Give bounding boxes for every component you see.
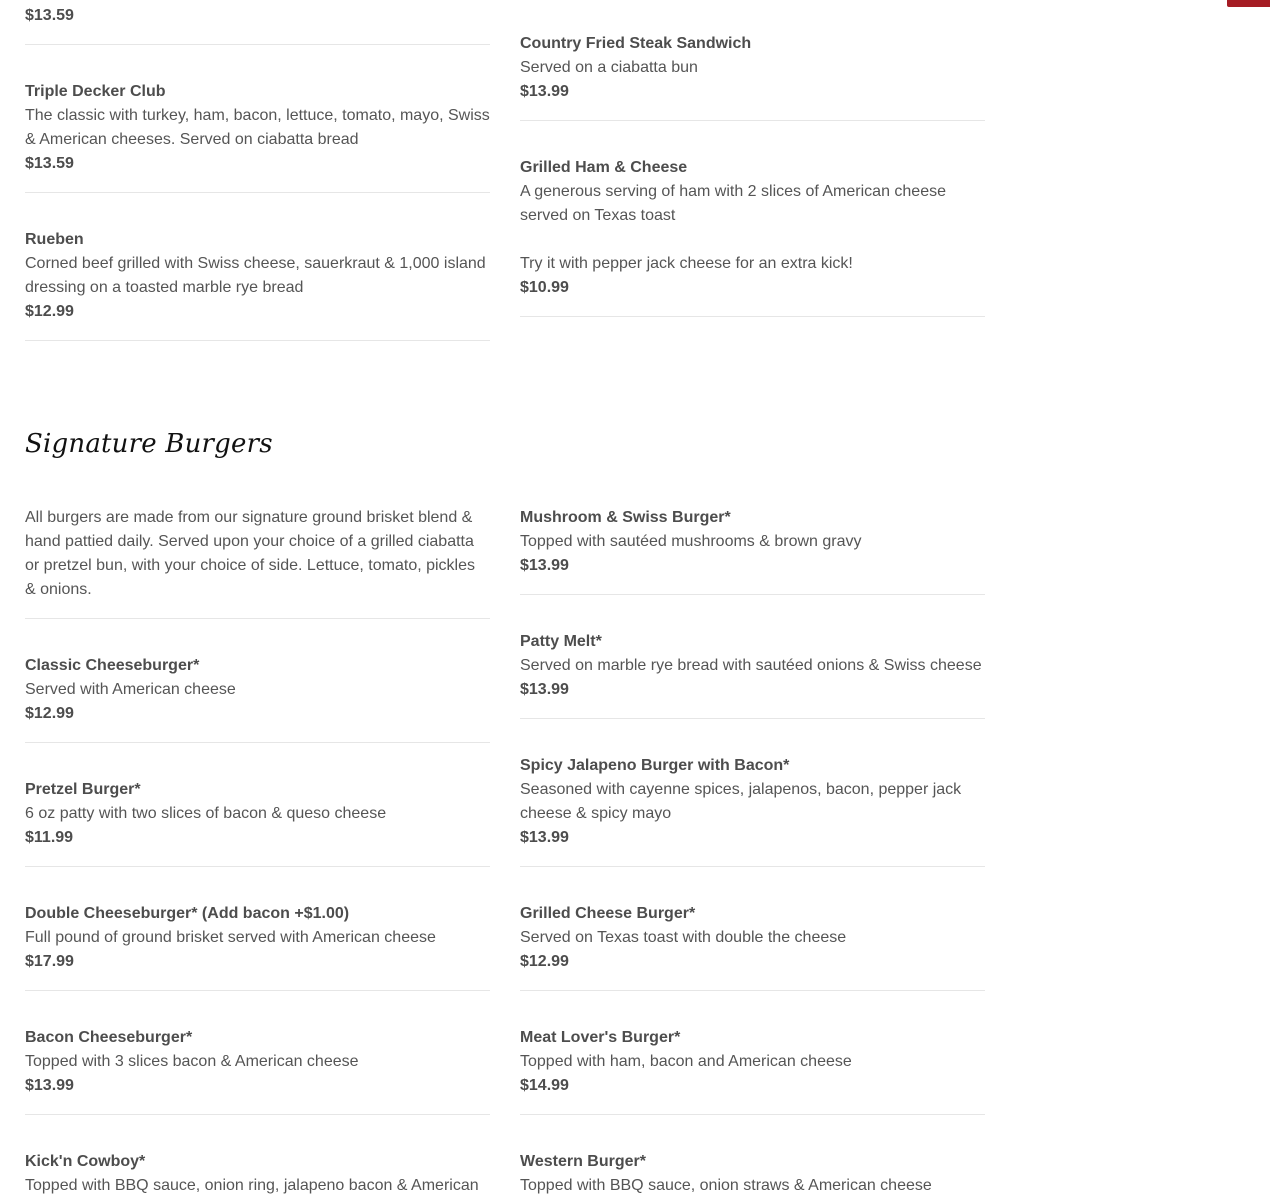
item-description: Served with American cheese	[25, 681, 236, 698]
burgers-intro: All burgers are made from our signature ground brisket blend & hand pattied daily. Served upon your choice of a grilled ciabatta or pretzel bun, with your choice of side. Lettuce, tomato, pickles & onions.	[25, 509, 476, 598]
item-divider	[520, 990, 985, 991]
item-name: Grilled Cheese Burger*	[520, 905, 696, 922]
item-description: Topped with ham, bacon and American cheese	[520, 1053, 852, 1070]
item-divider	[520, 120, 985, 121]
item-description: 6 oz patty with two slices of bacon & queso cheese	[25, 805, 387, 822]
item-price: $13.99	[520, 829, 569, 846]
item-description: Full pound of ground brisket served with American cheese	[25, 929, 436, 946]
item-description: The classic with turkey, ham, bacon, lettuce, tomato, mayo, Swiss & American cheeses. Served on ciabatta bread	[25, 107, 490, 148]
item-name: Grilled Ham & Cheese	[520, 159, 688, 176]
menu-item	[520, 630, 985, 702]
item-description: Served on a ciabatta bun	[520, 59, 698, 76]
item-name: Spicy Jalapeno Burger with Bacon*	[520, 757, 790, 774]
item-description: Seasoned with cayenne spices, jalapenos, bacon, pepper jack cheese & spicy mayo	[520, 781, 962, 822]
item-description: Topped with BBQ sauce, onion straws & American cheese	[520, 1177, 932, 1194]
item-name: Patty Melt*	[520, 633, 602, 650]
menu-item	[25, 80, 490, 176]
item-name: Mushroom & Swiss Burger*	[520, 509, 731, 526]
menu-item	[520, 32, 985, 104]
item-price: $13.99	[25, 1077, 74, 1094]
menu-item	[520, 902, 985, 974]
item-divider	[25, 618, 490, 619]
menu-item	[25, 902, 490, 974]
item-price: $12.99	[520, 953, 569, 970]
item-name: Double Cheeseburger* (Add bacon +$1.00)	[25, 905, 350, 922]
menu-item	[25, 1026, 490, 1098]
item-description: Topped with BBQ sauce, onion ring, jalapeno bacon & American	[25, 1177, 479, 1194]
menu-item	[520, 156, 985, 300]
item-divider	[25, 340, 490, 341]
menu-item	[25, 778, 490, 850]
item-name: Meat Lover's Burger*	[520, 1029, 681, 1046]
item-divider	[25, 1114, 490, 1115]
item-price: $13.99	[520, 557, 569, 574]
menu-item	[520, 1026, 985, 1098]
menu-item	[25, 4, 490, 28]
corner-tab[interactable]	[1227, 0, 1270, 7]
item-description: Served on Texas toast with double the cheese	[520, 929, 847, 946]
item-divider	[520, 316, 985, 317]
item-divider	[520, 594, 985, 595]
item-description: Served on marble rye bread with sautéed onions & Swiss cheese	[520, 657, 982, 674]
menu-item	[25, 1150, 490, 1198]
item-name: Western Burger*	[520, 1153, 646, 1170]
menu-item	[25, 654, 490, 726]
item-price: $12.99	[25, 705, 74, 722]
item-price: $13.59	[25, 155, 74, 172]
menu-item	[520, 1150, 985, 1198]
item-name: Classic Cheeseburger*	[25, 657, 200, 674]
item-price: $14.99	[520, 1077, 569, 1094]
item-divider	[520, 866, 985, 867]
item-divider	[25, 866, 490, 867]
section-title-signature-burgers: Signature Burgers	[25, 429, 273, 459]
item-name: Kick'n Cowboy*	[25, 1153, 146, 1170]
item-price: $10.99	[520, 279, 569, 296]
item-price: $11.99	[25, 829, 74, 846]
item-name: Bacon Cheeseburger*	[25, 1029, 193, 1046]
item-price: $12.99	[25, 303, 74, 320]
item-description: Corned beef grilled with Swiss cheese, sauerkraut & 1,000 island dressing on a toasted marble rye bread	[25, 255, 486, 296]
item-divider	[25, 742, 490, 743]
menu-item	[520, 754, 985, 850]
item-description: Topped with sautéed mushrooms & brown gravy	[520, 533, 862, 550]
item-divider	[520, 1114, 985, 1115]
item-divider	[25, 44, 490, 45]
item-divider	[25, 990, 490, 991]
menu-item	[25, 228, 490, 324]
item-price: $13.99	[520, 681, 569, 698]
item-divider	[520, 718, 985, 719]
item-price: $13.59	[25, 7, 74, 24]
menu-item	[520, 506, 985, 578]
item-price: $13.99	[520, 83, 569, 100]
item-price: $17.99	[25, 953, 74, 970]
item-name: Rueben	[25, 231, 84, 248]
item-note: Try it with pepper jack cheese for an extra kick!	[520, 255, 853, 272]
item-divider	[25, 192, 490, 193]
item-description: Topped with 3 slices bacon & American cheese	[25, 1053, 359, 1070]
item-name: Pretzel Burger*	[25, 781, 141, 798]
item-name: Triple Decker Club	[25, 83, 166, 100]
item-description: A generous serving of ham with 2 slices of American cheese served on Texas toast	[520, 183, 946, 224]
item-name: Country Fried Steak Sandwich	[520, 35, 752, 52]
